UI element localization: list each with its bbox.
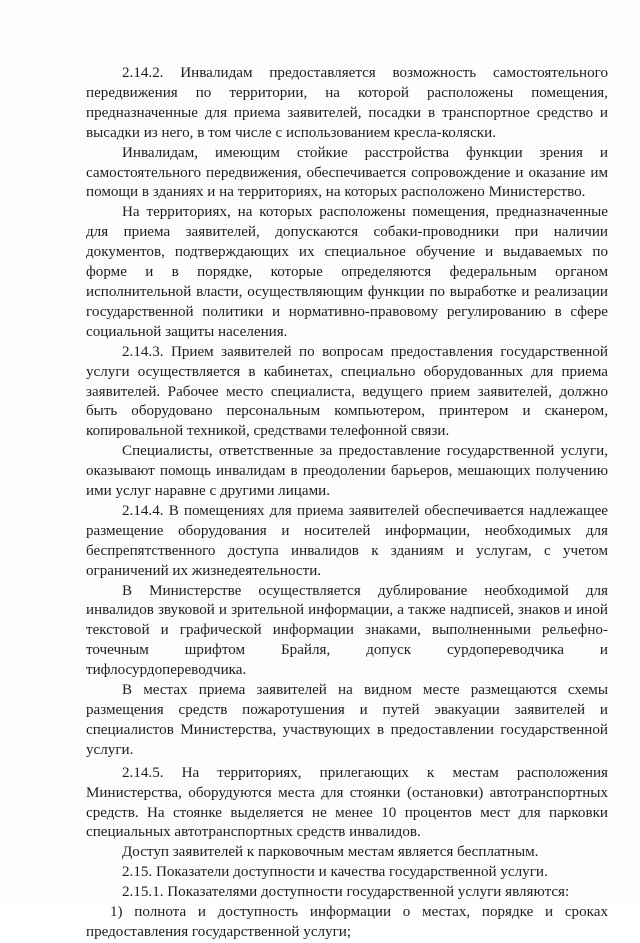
paragraph-free-parking: Доступ заявителей к парковочным местам является бесплатным.	[122, 844, 539, 861]
paragraph-braille: В Министерстве осуществляется дублирование необходимой для инвалидов звуковой и зрительной информации, а также надписей, знаков и иной текстовой и графической информации знаками, выполненными рельефно-точечным шрифтом Брайля, допуск сурдопереводчика и тифлосурдопереводчика.	[86, 582, 608, 679]
paragraph-2-15-1: 2.15.1. Показателями доступности государственной услуги являются:	[122, 884, 570, 901]
paragraph-evacuation-schemes: В местах приема заявителей на видном месте размещаются схемы размещения средств пожаротушения и путей эвакуации заявителей и специалистов Министерства, участвующих в предоставлении государственной услуги.	[86, 682, 608, 758]
document-body	[86, 64, 608, 943]
paragraph-guide-dogs: На территориях, на которых расположены помещения, предназначенные для приема заявителей, допускаются собаки-проводники при наличии документов, подтверждающих их специальное обучение и выдаваемых по форме и в порядке, которые определяются федеральным органом исполнительной власти, осуществляющим функции по выработке и реализации государственной политики и нормативно-правовому регулированию в сфере социальной защиты населения.	[86, 204, 608, 340]
paragraph-2-14-5: 2.14.5. На территориях, прилегающих к местам расположения Министерства, оборудуются места для стоянки (остановки) автотранспортных средств. На стоянке выделяется не менее 10 процентов мест для парковки специальных автотранспортных средств инвалидов.	[86, 764, 608, 841]
paragraph-vision-support: Инвалидам, имеющим стойкие расстройства функции зрения и самостоятельного передвижения, обеспечивается сопровождение и оказание им помощи в зданиях и на территориях, на которых расположено Министерство.	[86, 144, 608, 201]
paragraph-specialists-help: Специалисты, ответственные за предоставление государственной услуги, оказывают помощь инвалидам в преодолении барьеров, мешающих получению ими услуг наравне с другими лицами.	[86, 443, 608, 500]
paragraph-2-15: 2.15. Показатели доступности и качества государственной услуги.	[122, 864, 548, 881]
list-item-1: 1) полнота и доступность информации о местах, порядке и сроках предоставления государственной услуги;	[86, 904, 608, 940]
paragraph-2-14-2: 2.14.2. Инвалидам предоставляется возможность самостоятельного передвижения по территории, на которой расположены помещения, предназначенные для приема заявителей, посадки в транспортное средство и высадки из него, в том числе с использованием кресла-коляски.	[86, 65, 608, 141]
paragraph-2-14-4: 2.14.4. В помещениях для приема заявителей обеспечивается надлежащее размещение оборудования и носителей информации, необходимых для беспрепятственного доступа инвалидов к зданиям и услугам, с учетом ограничений их жизнедеятельности.	[86, 502, 608, 579]
paragraph-2-14-3: 2.14.3. Прием заявителей по вопросам предоставления государственной услуги осуществляется в кабинетах, специально оборудованных для приема заявителей. Рабочее место специалиста, ведущего прием заявителей, должно быть оборудовано персональным компьютером, принтером и сканером, копировальной техникой, средствами телефонной связи.	[86, 343, 608, 440]
